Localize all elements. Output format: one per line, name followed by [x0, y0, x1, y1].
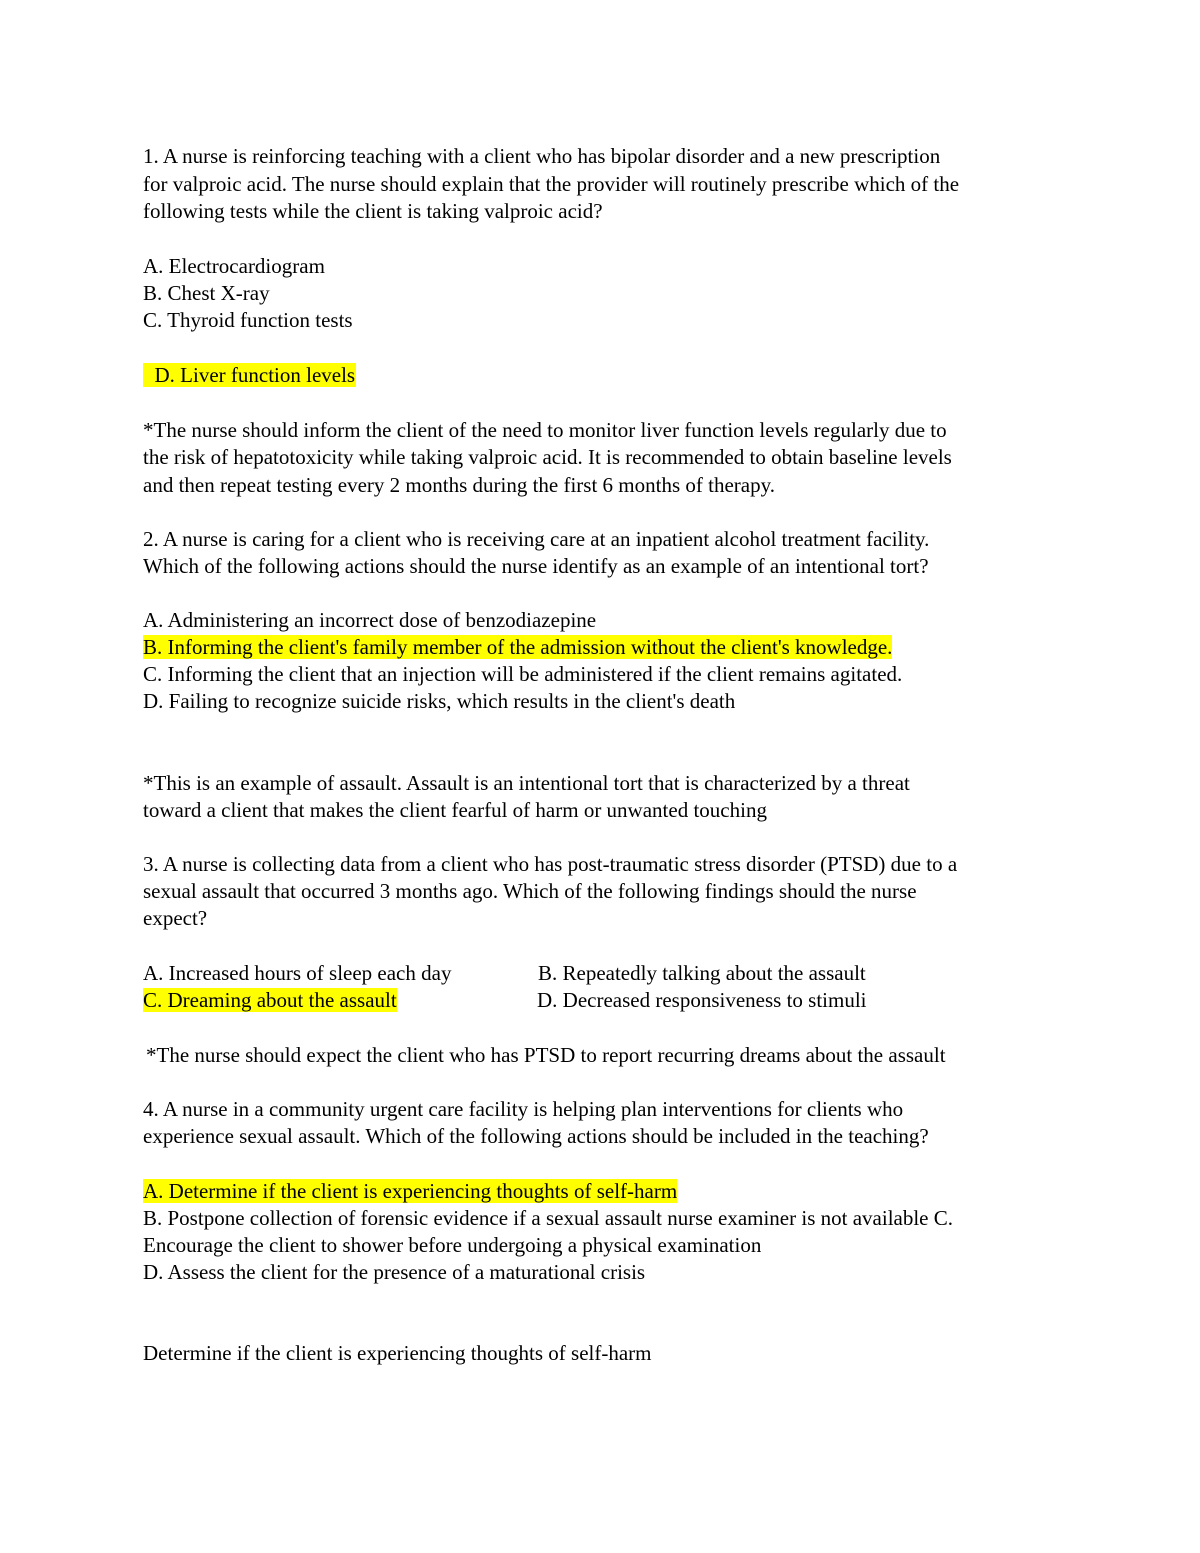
- q4-stem-line-1: 4. A nurse in a community urgent care facility is helping plan interventions for clients who: [143, 1097, 904, 1121]
- q4-stem-line-2: experience sexual assault. Which of the following actions should be included in the teaching?: [143, 1124, 929, 1148]
- q3-answer-text: C. Dreaming about the assault: [143, 988, 397, 1012]
- q1-answer-highlighted: [143, 362, 356, 389]
- q1-stem-line-1: 1. A nurse is reinforcing teaching with a client who has bipolar disorder and a new prescription: [143, 144, 941, 168]
- q1-option-b: B. Chest X-ray: [143, 281, 270, 305]
- q3-stem-line-1: 3. A nurse is collecting data from a client who has post-traumatic stress disorder (PTSD) due to a: [143, 852, 958, 876]
- q3-rationale: *The nurse should expect the client who has PTSD to report recurring dreams about the assault: [146, 1043, 946, 1067]
- q3-stem-line-2: sexual assault that occurred 3 months ago. Which of the following findings should the nurse: [143, 879, 917, 903]
- q2-rationale-line-1: *This is an example of assault. Assault is an intentional tort that is characterized by a threat: [143, 771, 910, 795]
- q3-option-a: A. Increased hours of sleep each day: [143, 961, 452, 985]
- q4-option-c: Encourage the client to shower before undergoing a physical examination: [143, 1233, 762, 1257]
- q2-stem-line-1: 2. A nurse is caring for a client who is receiving care at an inpatient alcohol treatment facility.: [143, 527, 930, 551]
- q2-rationale-line-2: toward a client that makes the client fearful of harm or unwanted touching: [143, 798, 767, 822]
- q2-answer-text: B. Informing the client's family member of the admission without the client's knowledge.: [143, 635, 893, 659]
- q3-stem-line-3: expect?: [143, 906, 208, 930]
- q1-rationale-line-1: *The nurse should inform the client of the need to monitor liver function levels regularly due to: [143, 418, 947, 442]
- q4-option-a-highlighted: [143, 1178, 677, 1205]
- q2-option-b-highlighted: [143, 634, 892, 661]
- q1-rationale-line-3: and then repeat testing every 2 months during the first 6 months of therapy.: [143, 473, 775, 497]
- q4-option-b: B. Postpone collection of forensic evidence if a sexual assault nurse examiner is not available C.: [143, 1206, 954, 1230]
- q4-answer-statement: Determine if the client is experiencing thoughts of self-harm: [143, 1341, 652, 1365]
- q2-stem-line-2: Which of the following actions should the nurse identify as an example of an intentional tort?: [143, 554, 929, 578]
- q1-answer-text: D. Liver function levels: [144, 363, 356, 387]
- q4-answer-text: A. Determine if the client is experiencing thoughts of self-harm: [143, 1179, 678, 1203]
- q3-option-c-highlighted: [143, 987, 397, 1014]
- q1-rationale-line-2: the risk of hepatotoxicity while taking valproic acid. It is recommended to obtain baseline levels: [143, 445, 952, 469]
- q1-option-a: A. Electrocardiogram: [143, 254, 325, 278]
- q2-option-a: A. Administering an incorrect dose of benzodiazepine: [143, 608, 597, 632]
- q1-stem-line-2: for valproic acid. The nurse should explain that the provider will routinely prescribe which of the: [143, 172, 960, 196]
- q1-option-c: C. Thyroid function tests: [143, 308, 353, 332]
- q4-option-d: D. Assess the client for the presence of a maturational crisis: [143, 1260, 646, 1284]
- q2-option-d: D. Failing to recognize suicide risks, which results in the client's death: [143, 689, 736, 713]
- q1-stem-line-3: following tests while the client is taking valproic acid?: [143, 199, 603, 223]
- q3-option-b: B. Repeatedly talking about the assault: [538, 961, 866, 985]
- q2-option-c: C. Informing the client that an injection will be administered if the client remains agitated.: [143, 662, 903, 686]
- q3-option-d: D. Decreased responsiveness to stimuli: [537, 988, 867, 1012]
